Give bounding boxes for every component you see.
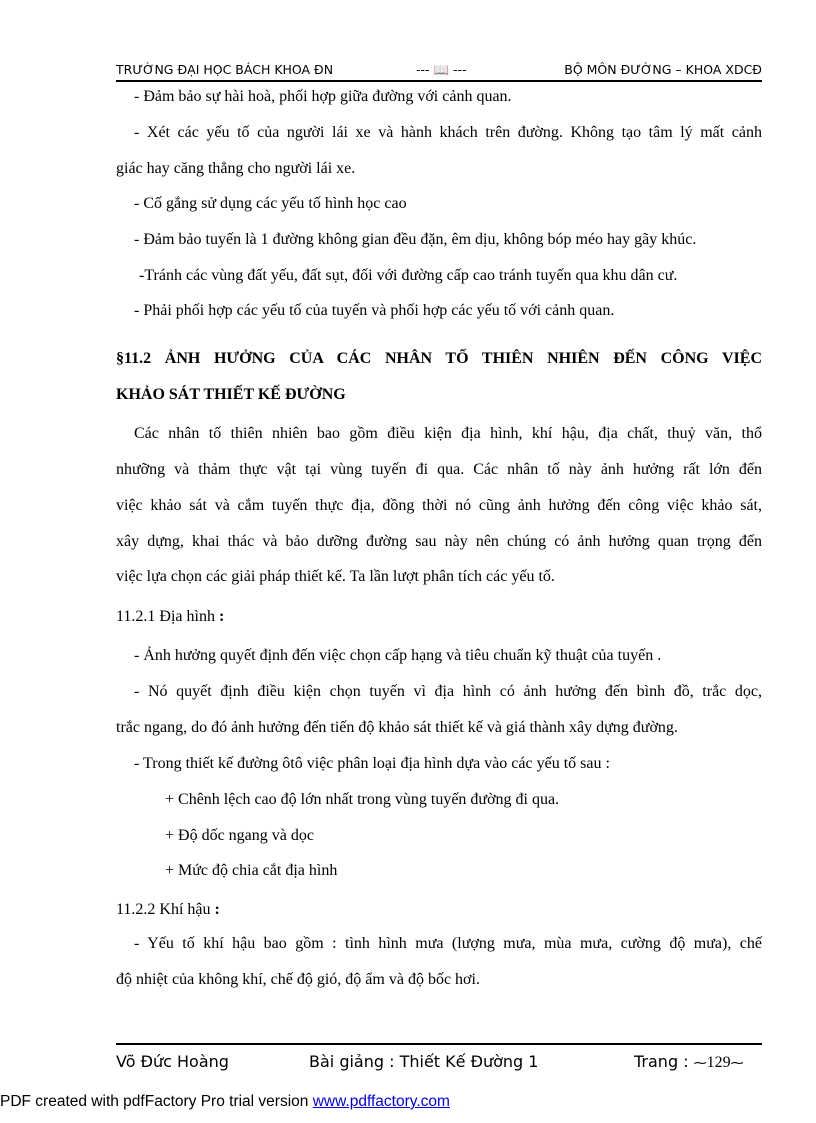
subsection-terrain bbox=[116, 607, 224, 627]
intro-line-2: nhưỡng và thảm thực vật tại vùng tuyến đi qua. Các nhân tố này ảnh hưởng rất lớn đến bbox=[116, 461, 762, 478]
bullet-driver-factors-cont: giác hay căng thẳng cho người lái xe. bbox=[116, 160, 356, 177]
climate-bullet-1-cont: độ nhiệt của không khí, chế độ gió, độ ẩm và độ bốc hơi. bbox=[116, 971, 480, 988]
page-header bbox=[116, 58, 762, 82]
right-ornament-icon: ⁓ bbox=[730, 1056, 744, 1071]
climate-bullet-1: - Yếu tố khí hậu bao gồm : tình hình mưa (lượng mưa, mùa mưa, cường độ mưa), chế bbox=[134, 935, 762, 952]
terrain-criterion-2: + Độ dốc ngang và dọc bbox=[165, 827, 314, 844]
terrain-bullet-3: - Trong thiết kế đường ôtô việc phân loại địa hình dựa vào các yếu tố sau : bbox=[134, 755, 610, 772]
pdf-creator-text: PDF created with pdfFactory Pro trial version bbox=[0, 1093, 313, 1110]
footer-rule bbox=[116, 1043, 762, 1045]
pdf-creator-note bbox=[0, 1093, 450, 1111]
header-rule bbox=[116, 80, 762, 82]
bullet-driver-factors: - Xét các yếu tố của người lái xe và hành khách trên đường. Không tạo tâm lý mất cảnh bbox=[134, 124, 762, 141]
bullet-avoid-weak-soil: -Tránh các vùng đất yếu, đất sụt, đối với đường cấp cao tránh tuyến qua khu dân cư. bbox=[139, 267, 678, 284]
header-book-ornament: --- 📖 --- bbox=[416, 62, 467, 77]
section-title: §11.2 ẢNH HƯỞNG CỦA CÁC NHÂN TỐ THIÊN NHIÊN ĐẾN CÔNG VIỆC bbox=[116, 350, 762, 367]
subsection-climate-colon: : bbox=[210, 901, 220, 918]
footer-course: Bài giảng : Thiết Kế Đường 1 bbox=[309, 1052, 539, 1071]
pdffactory-link[interactable]: www.pdffactory.com bbox=[312, 1093, 450, 1110]
footer-page bbox=[634, 1052, 744, 1072]
left-ornament-icon: ⁓ bbox=[693, 1056, 707, 1071]
bullet-geometry: - Cố gắng sử dụng các yếu tố hình học cao bbox=[134, 195, 407, 212]
intro-line-1: Các nhân tố thiên nhiên bao gồm điều kiện địa hình, khí hậu, địa chất, thuỷ văn, thổ bbox=[134, 425, 762, 442]
footer-page-number: 129 bbox=[706, 1054, 731, 1071]
intro-line-5: việc lựa chọn các giải pháp thiết kế. Ta lần lượt phân tích các yếu tố. bbox=[116, 568, 555, 585]
terrain-criterion-1: + Chênh lệch cao độ lớn nhất trong vùng tuyến đường đi qua. bbox=[165, 791, 560, 808]
bullet-smooth-route: - Đảm bảo tuyến là 1 đường không gian đều đặn, êm dịu, không bóp méo hay gãy khúc. bbox=[134, 231, 697, 248]
terrain-bullet-2-cont: trắc ngang, do đó ảnh hưởng đến tiến độ khảo sát thiết kế và giá thành xây dựng đường. bbox=[116, 719, 678, 736]
header-university: TRƯỜNG ĐẠI HỌC BÁCH KHOA ĐN bbox=[116, 62, 334, 77]
header-department: BỘ MÔN ĐƯỜNG – KHOA XDCĐ bbox=[564, 62, 762, 77]
intro-line-4: xây dựng, khai thác và bảo dưỡng đường sau này nên chúng có ảnh hưởng quan trọng đến bbox=[116, 533, 762, 550]
footer-author: Võ Đức Hoàng bbox=[116, 1052, 229, 1071]
bullet-coordinate: - Phải phối hợp các yếu tố của tuyến và phối hợp các yếu tố với cảnh quan. bbox=[134, 302, 615, 319]
intro-line-3: việc khảo sát và cắm tuyến thực địa, đồng thời nó cũng ảnh hưởng đến công việc khảo sát, bbox=[116, 497, 762, 514]
subsection-climate bbox=[116, 900, 220, 920]
subsection-terrain-colon: : bbox=[214, 608, 225, 625]
terrain-bullet-1: - Ảnh hưởng quyết định đến việc chọn cấp hạng và tiêu chuẩn kỹ thuật của tuyến . bbox=[134, 647, 662, 664]
subsection-climate-title: 11.2.2 Khí hậu bbox=[116, 901, 211, 918]
section-title-cont: KHẢO SÁT THIẾT KẾ ĐƯỜNG bbox=[116, 386, 346, 403]
terrain-criterion-3: + Mức độ chia cắt địa hình bbox=[165, 862, 338, 879]
footer-page-label: Trang : bbox=[634, 1052, 689, 1071]
bullet-harmony: - Đảm bảo sự hài hoà, phối hợp giữa đường với cảnh quan. bbox=[134, 88, 512, 105]
subsection-terrain-title: 11.2.1 Địa hình bbox=[116, 608, 215, 625]
terrain-bullet-2: - Nó quyết định điều kiện chọn tuyến vì địa hình có ảnh hưởng đến bình đồ, trắc dọc, bbox=[134, 683, 762, 700]
